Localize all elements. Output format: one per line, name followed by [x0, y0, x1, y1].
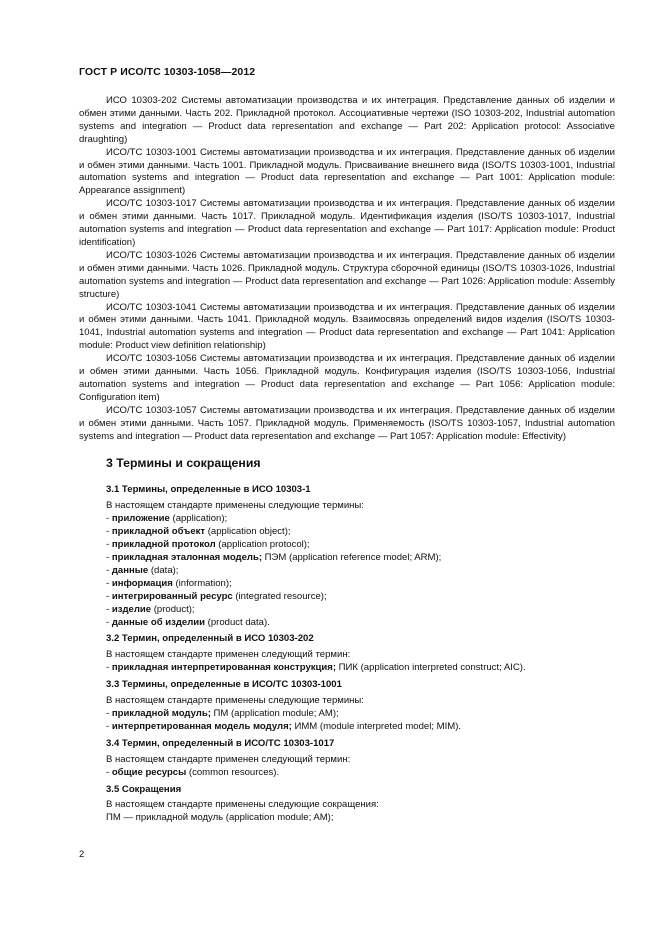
subsection-heading: 3.2 Термин, определенный в ИСО 10303-202: [106, 633, 314, 645]
section-heading: 3 Термины и сокращения: [106, 456, 261, 471]
term-item: - интегрированный ресурс (integrated resource);: [106, 590, 327, 602]
intro-text: В настоящем стандарте применены следующие термины:: [106, 500, 364, 512]
subsection-3-5: [79, 784, 615, 826]
intro-text: В настоящем стандарте применены следующие термины:: [106, 695, 364, 707]
term-item: - интерпретированная модель модуля; ИММ (module interpreted model; MIM).: [106, 720, 462, 732]
normative-references: [79, 95, 615, 443]
reference-paragraph: ИСО/ТС 10303-1057 Системы автоматизации производства и их интеграция. Представление данных об изделии и обмен этими данными. Часть 1057. Прикладной модуль. Применяемость (ISO/TS 10303-1057, Industrial automation systems and integration — Product data representation and exchange — Part 1057: Application module: Effectivity): [79, 404, 615, 442]
subsection-heading: 3.4 Термин, определенный в ИСО/ТС 10303-1017: [106, 737, 335, 749]
term-name: информация: [111, 577, 173, 589]
term-name: прикладной модуль;: [111, 707, 211, 719]
intro-text: В настоящем стандарте применен следующий термин:: [106, 753, 351, 765]
term-translation: (application);: [169, 513, 228, 525]
intro-text: В настоящем стандарте применен следующий термин:: [106, 649, 351, 661]
term-item: - прикладная интерпретированная конструкция; ПИК (application interpreted construct; AIC).: [106, 662, 526, 674]
term-name: приложение: [111, 513, 170, 525]
term-item: - прикладной модуль; ПМ (application module; AM);: [106, 707, 339, 719]
term-item: - данные об изделии (product data).: [106, 616, 270, 628]
page-content: [79, 95, 615, 825]
term-name: интерпретированная модель модуля;: [111, 720, 292, 732]
term-name: прикладная эталонная модель;: [111, 552, 263, 563]
subsection-heading: 3.3 Термины, определенные в ИСО/ТС 10303-1001: [106, 679, 342, 691]
term-name: общие ресурсы: [111, 766, 187, 778]
subsection-heading: 3.1 Термины, определенные в ИСО 10303-1: [106, 484, 311, 496]
subsection-heading: 3.5 Сокращения: [106, 783, 182, 795]
subsection-3-4: [79, 738, 615, 780]
reference-paragraph: ИСО/ТС 10303-1041 Системы автоматизации производства и их интеграция. Представление данных об изделии и обмен этими данными. Часть 1041. Прикладной модуль. Взаимосвязь определений видов изделия (ISO/TS 10303-1041, Industrial automation systems and integration — Product data representation and exchange — Part 1041: Application module: Product view definition relationship): [79, 301, 615, 352]
page-number: 2: [79, 849, 85, 860]
term-translation: ИММ (module interpreted model; MIM).: [291, 720, 462, 732]
term-item: - прикладной протокол (application protocol);: [106, 539, 310, 551]
term-translation: (integrated resource);: [232, 590, 327, 602]
reference-paragraph: ИСО/ТС 10303-1026 Системы автоматизации производства и их интеграция. Представление данных об изделии и обмен этими данными. Часть 1026. Прикладной модуль. Структура сборочной единицы (ISO/TS 10303-1026, Industrial automation systems and integration — Product data representation and exchange — Part 1026: Application module: Assembly structure): [79, 249, 615, 300]
term-translation: (data);: [148, 564, 179, 576]
term-item: - данные (data);: [106, 564, 179, 576]
term-name: данные об изделии: [111, 616, 206, 628]
subsection-3-3: [79, 679, 615, 734]
reference-paragraph: ИСО/ТС 10303-1056 Системы автоматизации производства и их интеграция. Представление данных об изделии и обмен этими данными. Часть 1056. Прикладной модуль. Конфигурация изделия (ISO/TS 10303-1056, Industrial automation systems and integration — Product data representation and exchange — Part 1056: Application module: Configuration item): [79, 353, 615, 403]
reference-paragraph: ИСО/ТС 10303-1017 Системы автоматизации производства и их интеграция. Представление данных об изделии и обмен этими данными. Часть 1017. Прикладной модуль. Идентификация изделия (ISO/TS 10303-1017, Industrial automation systems and integration — Product data representation and exchange — Part 1017: Application module: Product identification): [79, 198, 615, 248]
term-item: - приложение (application);: [106, 513, 228, 525]
term-translation: (application protocol);: [215, 539, 310, 551]
term-translation: ПЭМ (application reference model; ARM);: [262, 552, 442, 563]
abbreviation-item: ПМ — прикладной модуль (application module; AM);: [106, 812, 334, 824]
term-item: - прикладной объект (application object);: [106, 526, 291, 538]
term-translation: ПИК (application interpreted construct; AIC).: [336, 662, 526, 674]
subsection-3-1: [79, 484, 615, 629]
term-translation: ПМ (application module; AM);: [210, 707, 339, 719]
term-translation: (common resources).: [186, 766, 280, 778]
term-translation: (application object);: [205, 526, 291, 538]
subsection-3-2: [79, 633, 615, 675]
term-item: - прикладная эталонная модель; ПЭМ (application reference model; ARM);: [106, 552, 442, 563]
term-name: прикладной протокол: [111, 539, 216, 551]
term-name: изделие: [111, 603, 152, 615]
term-translation: (product);: [151, 603, 195, 615]
running-header: ГОСТ Р ИСО/ТС 10303-1058—2012: [79, 66, 256, 78]
term-translation: (product data).: [205, 616, 270, 628]
term-name: прикладная интерпретированная конструкция;: [111, 662, 337, 674]
reference-paragraph: ИСО 10303-202 Системы автоматизации производства и их интеграция. Представление данных об изделии и обмен этими данными. Часть 202. Прикладной протокол. Ассоциативные чертежи (ISO 10303-202, Industrial automation systems and integration — Product data representation and exchange — Part 202: Application protocol: Associative draughting): [79, 95, 615, 145]
intro-text: В настоящем стандарте применены следующие сокращения:: [106, 799, 379, 811]
term-translation: (information);: [172, 577, 232, 589]
reference-paragraph: ИСО/ТС 10303-1001 Системы автоматизации производства и их интеграция. Представление данных об изделии и обмен этими данными. Часть 1001. Прикладной модуль. Присваивание внешнего вида (ISO/TS 10303-1001, Industrial automation systems and integration — Product data representation and exchange — Part 1001: Application module: Appearance assignment): [79, 146, 615, 197]
term-name: данные: [111, 564, 149, 576]
term-item: - изделие (product);: [106, 603, 195, 615]
term-item: - общие ресурсы (common resources).: [106, 766, 280, 778]
term-item: - информация (information);: [106, 577, 232, 589]
term-name: интегрированный ресурс: [111, 590, 233, 602]
term-name: прикладной объект: [111, 526, 206, 538]
